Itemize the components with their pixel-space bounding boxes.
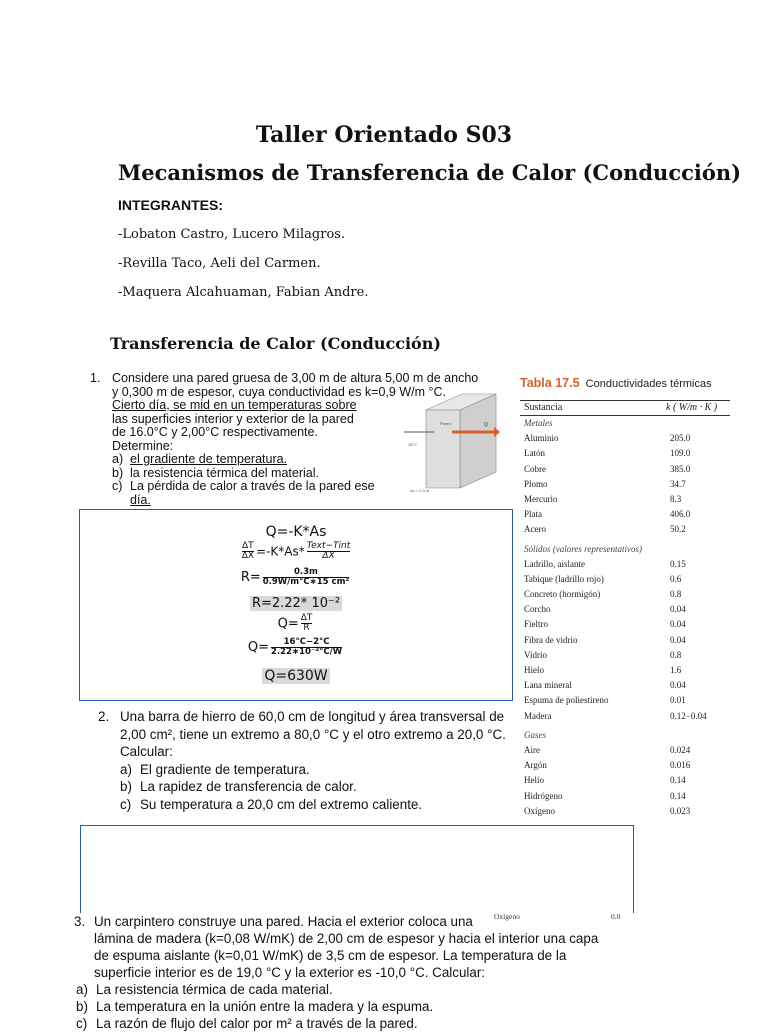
table-row (520, 522, 730, 537)
conductivity-value: 406.0 (670, 509, 691, 520)
table-row (520, 743, 730, 758)
member-name: -Maquera Alcahuaman, Fabian Andre. (118, 285, 369, 300)
conductivity-value: 0.14 (670, 775, 686, 786)
document-title: Taller Orientado S03 (255, 122, 513, 148)
table-row (520, 507, 730, 522)
figure-label: Pared (440, 421, 451, 426)
equation: R= $\frac{0.3m}{\text{0.9W/m°C∗15 cm²}}$ (240, 567, 350, 587)
substance-name: Concreto (hormigón) (524, 589, 601, 600)
problem-text-line: 2,00 cm², tiene un extremo a 80,0 °C y el otro extremo a 20,0 °C. (120, 726, 506, 742)
problem-2 (98, 708, 518, 813)
table-row (520, 617, 730, 632)
section-title: Transferencia de Calor (Conducción) (110, 334, 441, 353)
table-header: Sustancia k ( W/m · K ) (520, 400, 730, 416)
table-row (520, 648, 730, 663)
substance-name: Acero (524, 524, 546, 535)
substance-name: Plata (524, 509, 542, 520)
conductivity-value: 385.0 (670, 463, 691, 474)
substance-name: Madera (524, 710, 552, 721)
figure-label: Q (484, 422, 488, 428)
table-title: Tabla 17.5 Conductividades térmicas (520, 376, 712, 390)
problem-item: a) La resistencia térmica de cada material. (76, 982, 333, 997)
table-row (520, 492, 730, 507)
document-subtitle: Mecanismos de Transferencia de Calor (Conducción) (118, 160, 742, 185)
problem-text-line: Considere una pared gruesa de 3,00 m de altura 5,00 m de ancho (112, 371, 479, 385)
table-row (520, 633, 730, 648)
problem-text-line: las superficies interior y exterior de la pared (112, 411, 354, 426)
table-row (520, 789, 730, 804)
equation: $\frac{\Delta T}{\Delta X}$ =-K*As* $\frac{\text{Text−Tint}}{\Delta X}$ (241, 541, 351, 562)
figure-label: 16°C (408, 442, 417, 447)
problem-item: b) La rapidez de transferencia de calor. (120, 779, 357, 794)
conductivity-value: 0.6 (670, 573, 682, 584)
conductivity-value: 109.0 (670, 448, 691, 459)
equation-result: Q=630W (264, 668, 328, 684)
substance-name: Hielo (524, 665, 544, 675)
problem-item: b) la resistencia térmica del material. (112, 465, 319, 480)
table-row (520, 678, 730, 693)
problem-number: 1. (90, 371, 101, 385)
problem-item: c) Su temperatura a 20,0 cm del extremo caliente. (120, 796, 423, 812)
conductivity-value: 0.01 (670, 695, 686, 706)
problem-number: 3. (74, 914, 86, 929)
table-row (520, 663, 730, 678)
solution-box (79, 509, 513, 701)
conductivity-value: 0.04 (670, 680, 686, 691)
conductivity-value: 0.016 (670, 760, 691, 771)
conductivity-value: 0.12−0.04 (670, 710, 707, 721)
member-name: -Lobaton Castro, Lucero Milagros. (118, 227, 346, 242)
conductivity-value: 0.8 (670, 649, 682, 660)
table-row (520, 693, 730, 708)
substance-name: Fieltro (524, 619, 548, 630)
conductivity-value: 0.024 (670, 744, 691, 755)
problem-item: c) La pérdida de calor a través de la pared ese (112, 479, 375, 493)
table-row (520, 572, 730, 587)
substance-name: Argón (524, 760, 547, 771)
substance-name: Hidrógeno (524, 790, 563, 801)
substance-name: Lana mineral (524, 680, 572, 691)
substance-name: Fibra de vidrio (524, 634, 578, 645)
problem-text-line: de espuma aislante (k=0,01 W/mK) de 3,5 cm de espesor. La temperatura de la (94, 948, 567, 963)
table-category: Sólidos (valores representativos) (524, 543, 642, 554)
problem-text-line: de 16.0°C y 2,00°C respectivamente. (112, 425, 318, 439)
conductivity-value: 34.7 (670, 478, 686, 489)
integrantes-label: INTEGRANTES: (118, 197, 223, 213)
substance-name: Ladrillo, aislante (524, 558, 585, 569)
figure-label: Δx = 0.3 m (410, 488, 430, 493)
problem-text-line: Determine: (112, 438, 174, 453)
substance-name: Corcho (524, 604, 551, 615)
substance-name: Aire (524, 744, 540, 755)
problem-text-line: Una barra de hierro de 60,0 cm de longitud y área transversal de (120, 709, 505, 724)
conductivity-table (520, 376, 730, 819)
conductivity-value: 50.2 (670, 524, 686, 535)
table-row (520, 477, 730, 492)
table-row (520, 758, 730, 773)
table-row (520, 804, 730, 819)
substance-name: Cobre (524, 463, 546, 474)
problem-number: 2. (98, 709, 110, 724)
substance-name: Latón (524, 448, 545, 459)
conductivity-value: 0.15 (670, 558, 686, 569)
wall-diagram (404, 388, 500, 496)
equation: Q=-K*As (265, 524, 327, 540)
problem-text-line: Un carpintero construye una pared. Hacia el exterior coloca una (94, 914, 473, 929)
stray-table-value: 0.0 (611, 912, 621, 921)
substance-name: Aluminio (524, 433, 559, 444)
conductivity-value: 0.8 (670, 589, 682, 600)
table-row (520, 431, 730, 446)
equation: R=2.22* 10⁻² (251, 596, 341, 611)
substance-name: Tabique (ladrillo rojo) (524, 573, 604, 584)
stray-table-label: Oxígeno (494, 912, 520, 921)
table-row (520, 557, 730, 572)
problem-text-line: Calcular: (120, 744, 173, 759)
table-category: Metales (524, 418, 553, 428)
conductivity-value: 8.3 (670, 493, 682, 504)
problem-item: b) La temperatura en la unión entre la madera y la espuma. (76, 999, 434, 1014)
table-row (520, 773, 730, 788)
conductivity-value: 0.14 (670, 790, 686, 801)
problem-item: a) El gradiente de temperatura. (120, 761, 310, 777)
substance-name: Plomo (524, 478, 548, 489)
substance-name: Vidrio (524, 649, 547, 660)
equation: Q= $\frac{16^\circ C-2^\circ C}{\text{2.22∗10⁻²°C/W}}$ (247, 637, 343, 657)
table-category: Gases (524, 729, 546, 740)
substance-name: Espuma de poliestireno (524, 695, 609, 706)
problem-item: día. (130, 492, 151, 507)
problem-item: c) La razón de flujo del calor por m² a través de la pared. (76, 1016, 418, 1031)
problem-text-line: lámina de madera (k=0,08 W/mK) de 2,00 cm de espesor y hacia el interior una capa (94, 931, 599, 946)
substance-name: Helio (524, 775, 544, 786)
problem-text-line: Cierto día, se mid en un temperaturas sobre (112, 398, 357, 412)
problem-text-line: superficie interior es de 19,0 °C y la exterior es -10,0 °C. Calcular: (94, 965, 486, 980)
table-row (520, 587, 730, 602)
conductivity-value: 0.04 (670, 604, 686, 615)
substance-name: Oxígeno (524, 805, 555, 816)
problem-text-line: y 0,300 m de espesor, cuya conductividad es k=0,9 W/m °C. (112, 384, 446, 399)
conductivity-value: 0.04 (670, 634, 686, 645)
conductivity-value: 205.0 (670, 433, 691, 444)
substance-name: Mercurio (524, 493, 558, 504)
table-row (520, 462, 730, 477)
table-row (520, 446, 730, 461)
table-row (520, 602, 730, 617)
table-row (520, 709, 730, 724)
member-name: -Revilla Taco, Aeli del Carmen. (118, 256, 321, 271)
conductivity-value: 0.023 (670, 805, 691, 816)
conductivity-value: 1.6 (670, 665, 682, 675)
problem-3 (74, 913, 634, 1032)
equation: Q= $\frac{\Delta T}{R}$ (277, 613, 313, 634)
conductivity-value: 0.04 (670, 619, 686, 630)
problem-item: a) el gradiente de temperatura. (112, 452, 288, 466)
